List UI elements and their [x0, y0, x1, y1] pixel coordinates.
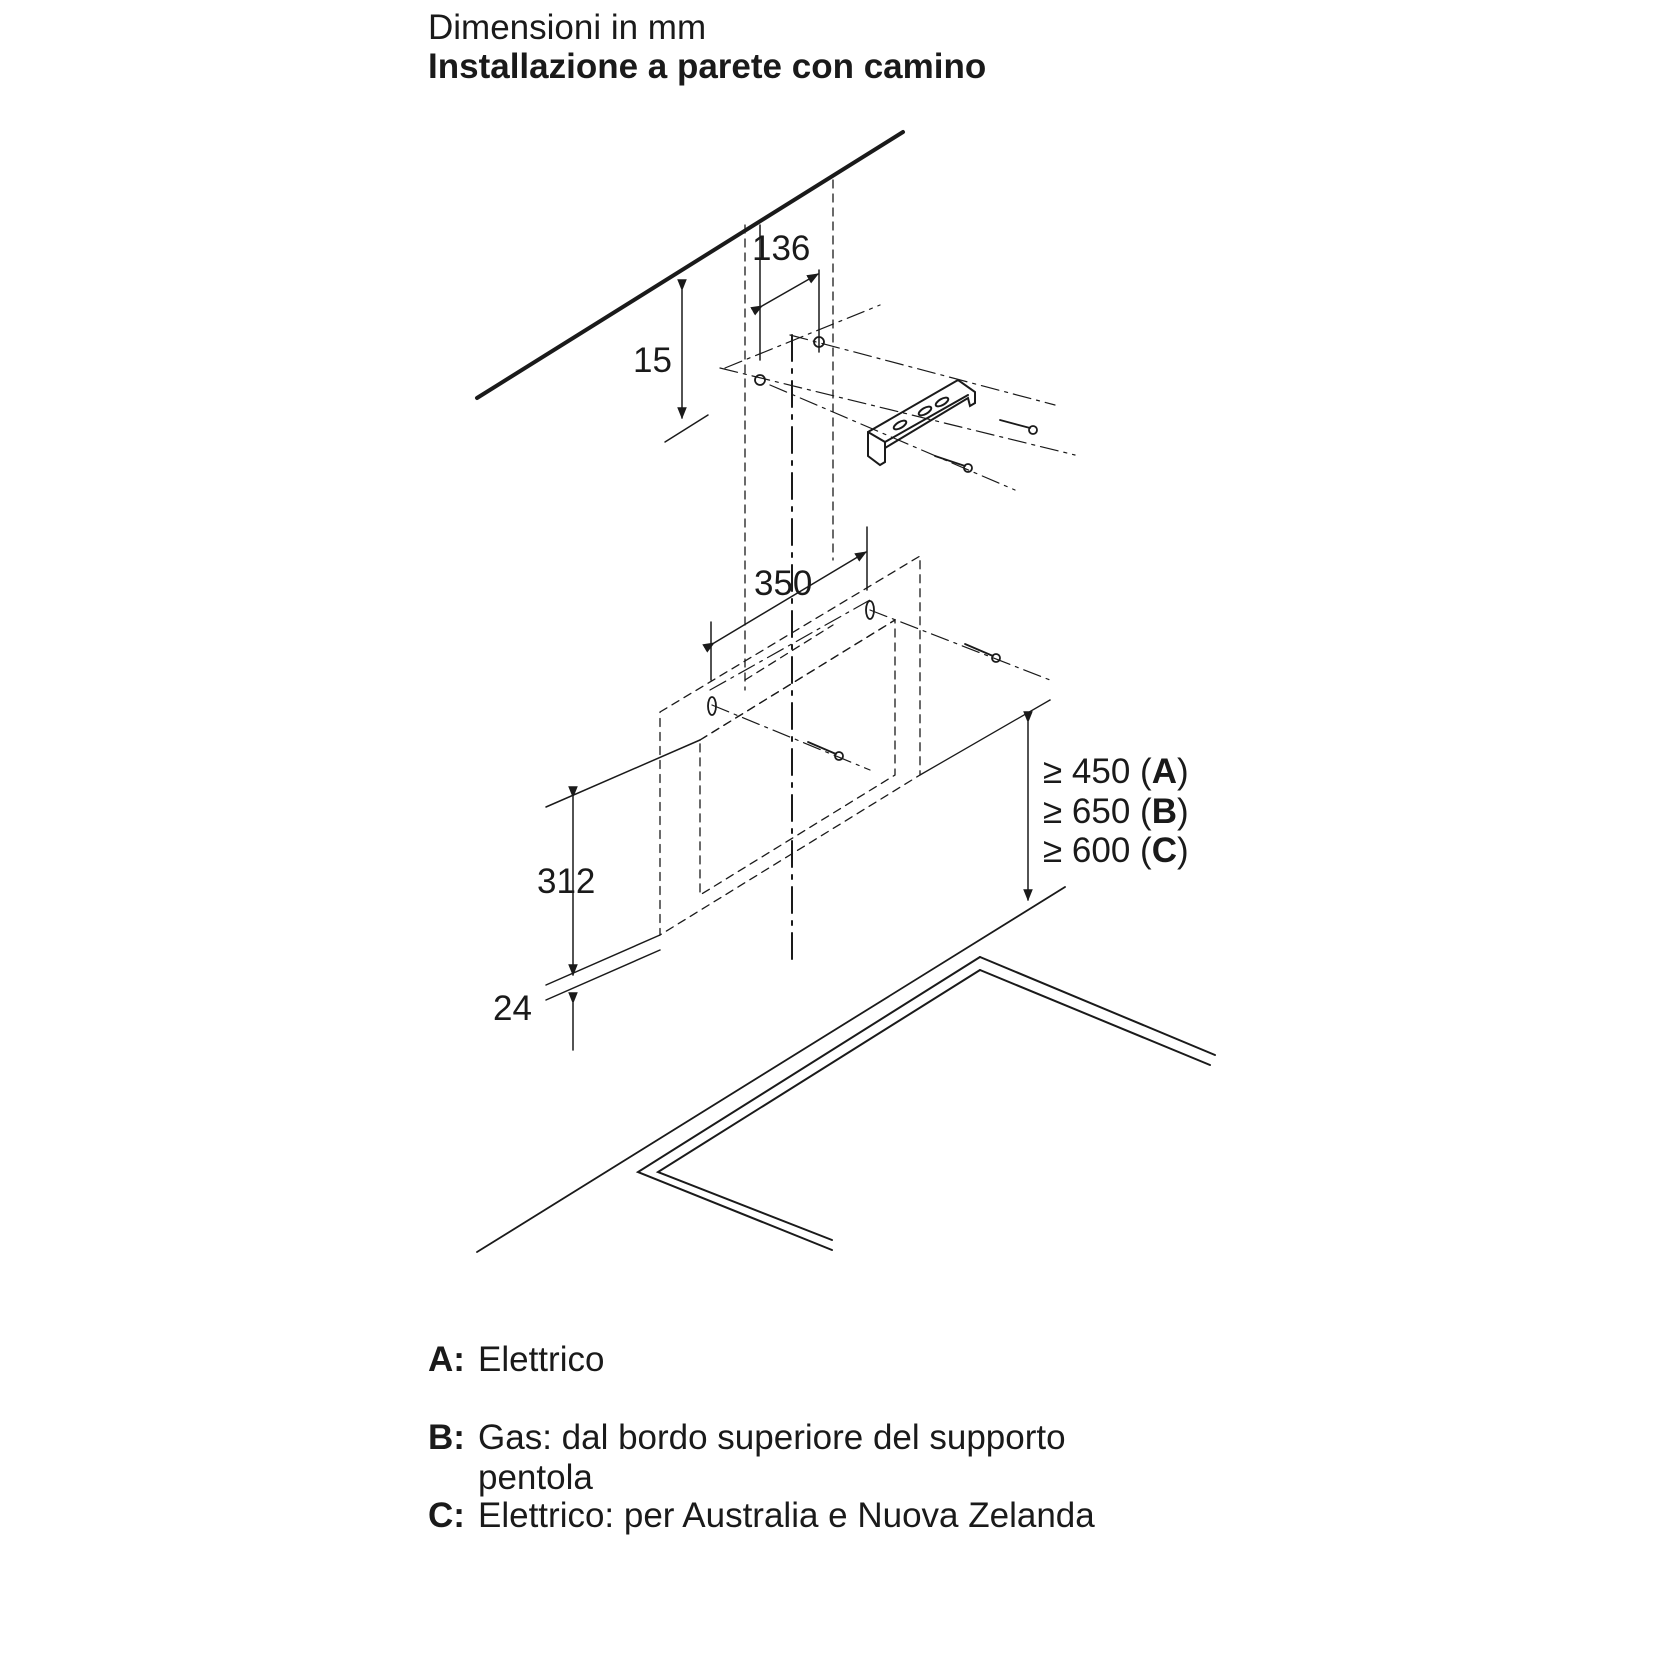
legend-b [428, 1418, 1138, 1498]
clearance-b-label: ≥ 650 (B) [1043, 792, 1189, 831]
dim-350-label: 350 [754, 564, 813, 603]
clearance-a-label: ≥ 450 (A) [1043, 752, 1189, 791]
legend-key: B: [428, 1418, 465, 1457]
legend-text: Elettrico: per Australia e Nuova Zelanda [478, 1496, 1095, 1535]
legend-key: C: [428, 1496, 465, 1535]
legend-item-c [428, 1496, 1178, 1536]
diagram-subtitle: Dimensioni in mm [428, 8, 707, 47]
dim-24-label: 24 [493, 989, 532, 1028]
clearance-c-label: ≥ 600 (C) [1043, 831, 1189, 870]
worktop-edge [477, 887, 1065, 1252]
wall-bracket [868, 380, 975, 465]
diagram-title: Installazione a parete con camino [428, 47, 987, 86]
dim-312-label: 312 [537, 862, 596, 901]
legend-key: A: [428, 1340, 465, 1379]
legend-item-b [428, 1418, 1138, 1498]
legend-text: Elettrico [478, 1340, 605, 1379]
legend-c [428, 1496, 1178, 1536]
dim-15-label: 15 [633, 341, 672, 380]
legend-item-a [428, 1340, 1178, 1380]
legend [428, 1340, 1178, 1380]
hook-screw [708, 601, 1000, 760]
legend-text: Gas: dal bordo superiore del supporto pentola [478, 1418, 1066, 1497]
dim-136-label: 136 [752, 229, 811, 268]
dim-136-arrow [762, 274, 818, 306]
cooktop-outline [638, 957, 1215, 1250]
wall-plug [935, 420, 1037, 472]
ceiling-line [477, 132, 903, 398]
